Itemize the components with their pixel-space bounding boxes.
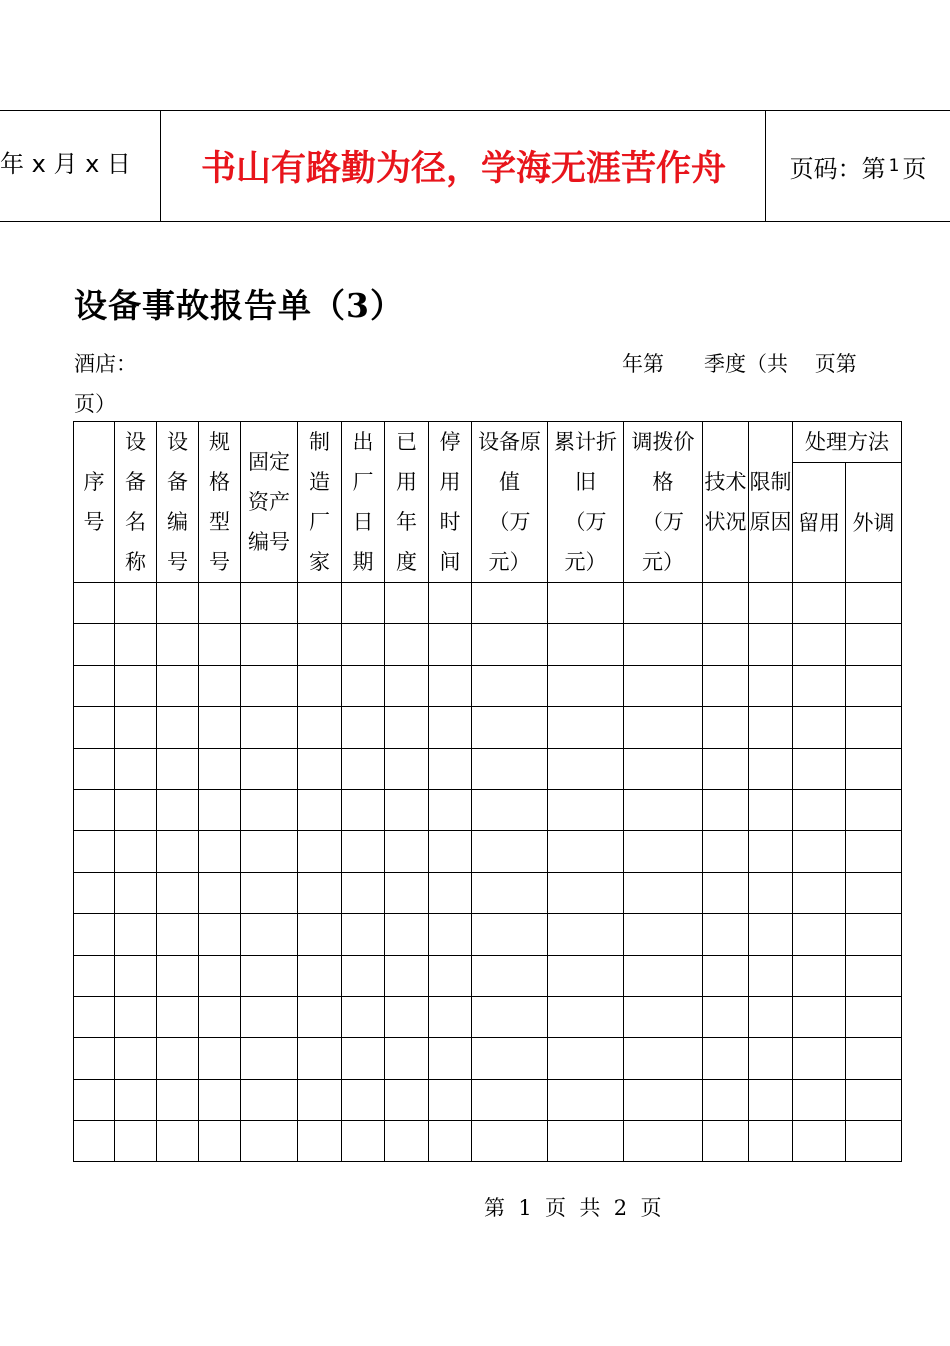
table-cell[interactable] <box>298 914 342 955</box>
table-cell[interactable] <box>624 872 703 913</box>
table-cell[interactable] <box>793 831 846 872</box>
table-cell[interactable] <box>548 665 624 706</box>
table-cell[interactable] <box>385 707 429 748</box>
table-cell[interactable] <box>157 665 199 706</box>
table-cell[interactable] <box>342 665 385 706</box>
table-cell[interactable] <box>115 665 157 706</box>
table-cell[interactable] <box>429 914 472 955</box>
table-cell[interactable] <box>749 789 793 830</box>
table-cell[interactable] <box>74 1079 115 1120</box>
table-cell[interactable] <box>624 624 703 665</box>
table-cell[interactable] <box>385 1121 429 1162</box>
table-cell[interactable] <box>199 1121 241 1162</box>
table-cell[interactable] <box>624 996 703 1037</box>
table-cell[interactable] <box>624 748 703 789</box>
table-cell[interactable] <box>703 831 749 872</box>
table-cell[interactable] <box>749 1121 793 1162</box>
table-cell[interactable] <box>429 872 472 913</box>
table-cell[interactable] <box>385 996 429 1037</box>
table-cell[interactable] <box>548 748 624 789</box>
table-cell[interactable] <box>199 583 241 624</box>
table-cell[interactable] <box>793 872 846 913</box>
table-cell[interactable] <box>703 583 749 624</box>
col-keep: 留用 <box>793 463 846 583</box>
table-cell[interactable] <box>429 996 472 1037</box>
table-cell[interactable] <box>342 996 385 1037</box>
table-cell[interactable] <box>703 789 749 830</box>
table-cell[interactable] <box>846 789 902 830</box>
table-cell[interactable] <box>342 748 385 789</box>
table-cell[interactable] <box>385 624 429 665</box>
col-tech-status: 技术 状况 <box>703 422 749 583</box>
col-factory-date: 出 厂 日 期 <box>342 422 385 583</box>
table-cell[interactable] <box>846 831 902 872</box>
col-equipment-code: 设 备 编 号 <box>157 422 199 583</box>
table-cell[interactable] <box>472 665 548 706</box>
col-equipment-name: 设 备 名 称 <box>115 422 157 583</box>
table-cell[interactable] <box>846 955 902 996</box>
table-cell[interactable] <box>115 789 157 830</box>
table-cell[interactable] <box>624 1038 703 1079</box>
table-cell[interactable] <box>199 789 241 830</box>
table-cell[interactable] <box>74 707 115 748</box>
table-cell[interactable] <box>548 1079 624 1120</box>
table-cell[interactable] <box>199 707 241 748</box>
table-row <box>74 831 902 872</box>
table-cell[interactable] <box>115 955 157 996</box>
table-cell[interactable] <box>385 748 429 789</box>
table-cell[interactable] <box>115 996 157 1037</box>
table-cell[interactable] <box>115 624 157 665</box>
table-cell[interactable] <box>298 1121 342 1162</box>
table-cell[interactable] <box>241 1121 298 1162</box>
header-banner <box>0 110 950 222</box>
table-cell[interactable] <box>793 1038 846 1079</box>
table-cell[interactable] <box>241 831 298 872</box>
table-row <box>74 624 902 665</box>
table-cell[interactable] <box>298 996 342 1037</box>
period-line-2: 页） <box>74 392 116 416</box>
col-original-value: 设备原 值 （万 元） <box>472 422 548 583</box>
table-cell[interactable] <box>548 996 624 1037</box>
table-cell[interactable] <box>749 707 793 748</box>
table-cell[interactable] <box>115 831 157 872</box>
table-cell[interactable] <box>548 955 624 996</box>
table-cell[interactable] <box>429 748 472 789</box>
table-cell[interactable] <box>793 583 846 624</box>
table-cell[interactable] <box>342 1121 385 1162</box>
page-label: 页码：第 <box>789 154 886 183</box>
table-cell[interactable] <box>846 583 902 624</box>
table-cell[interactable] <box>157 1038 199 1079</box>
table-cell[interactable] <box>241 748 298 789</box>
table-cell[interactable] <box>74 748 115 789</box>
form-title: 设备事故报告单（3） <box>74 286 404 325</box>
table-cell[interactable] <box>157 1079 199 1120</box>
table-cell[interactable] <box>385 789 429 830</box>
table-cell[interactable] <box>472 914 548 955</box>
table-cell[interactable] <box>298 665 342 706</box>
table-cell[interactable] <box>115 1121 157 1162</box>
table-cell[interactable] <box>199 1038 241 1079</box>
table-cell[interactable] <box>548 831 624 872</box>
col-spec: 规 格 型 号 <box>199 422 241 583</box>
table-cell[interactable] <box>472 872 548 913</box>
col-depreciation: 累计折 旧 （万 元） <box>548 422 624 583</box>
table-cell[interactable] <box>793 707 846 748</box>
table-cell[interactable] <box>749 748 793 789</box>
table-cell[interactable] <box>793 955 846 996</box>
col-stop-time: 停 用 时 间 <box>429 422 472 583</box>
table-cell[interactable] <box>749 831 793 872</box>
table-cell[interactable] <box>342 914 385 955</box>
table-cell[interactable] <box>298 748 342 789</box>
table-cell[interactable] <box>624 955 703 996</box>
table-cell[interactable] <box>793 1079 846 1120</box>
table-cell[interactable] <box>115 707 157 748</box>
table-cell[interactable] <box>298 624 342 665</box>
table-cell[interactable] <box>429 1038 472 1079</box>
page-suffix: 页 <box>902 154 927 183</box>
table-cell[interactable] <box>241 665 298 706</box>
table-cell[interactable] <box>548 914 624 955</box>
table-cell[interactable] <box>385 1079 429 1120</box>
col-handling-method: 处理方法 <box>793 422 902 463</box>
table-cell[interactable] <box>846 1038 902 1079</box>
table-row <box>74 707 902 748</box>
table-cell[interactable] <box>846 872 902 913</box>
table-cell[interactable] <box>241 872 298 913</box>
table-cell[interactable] <box>429 624 472 665</box>
table-cell[interactable] <box>342 831 385 872</box>
table-cell[interactable] <box>342 1079 385 1120</box>
table-cell[interactable] <box>385 872 429 913</box>
table-cell[interactable] <box>241 996 298 1037</box>
table-cell[interactable] <box>157 789 199 830</box>
report-table <box>73 421 902 1162</box>
table-cell[interactable] <box>703 1038 749 1079</box>
table-cell[interactable] <box>385 583 429 624</box>
table-cell[interactable] <box>846 624 902 665</box>
header-date: 年 x 月 x 日 <box>0 111 161 221</box>
table-cell[interactable] <box>793 665 846 706</box>
table-cell[interactable] <box>793 748 846 789</box>
table-cell[interactable] <box>199 914 241 955</box>
table-cell[interactable] <box>749 996 793 1037</box>
table-cell[interactable] <box>342 583 385 624</box>
table-cell[interactable] <box>624 914 703 955</box>
table-cell[interactable] <box>385 831 429 872</box>
table-cell[interactable] <box>703 914 749 955</box>
table-cell[interactable] <box>749 955 793 996</box>
table-cell[interactable] <box>157 872 199 913</box>
table-cell[interactable] <box>548 583 624 624</box>
table-cell[interactable] <box>74 1038 115 1079</box>
table-cell[interactable] <box>846 707 902 748</box>
table-cell[interactable] <box>624 789 703 830</box>
table-cell[interactable] <box>472 624 548 665</box>
table-cell[interactable] <box>199 624 241 665</box>
table-cell[interactable] <box>157 831 199 872</box>
table-cell[interactable] <box>624 1079 703 1120</box>
table-cell[interactable] <box>241 1079 298 1120</box>
table-cell[interactable] <box>385 914 429 955</box>
table-cell[interactable] <box>385 955 429 996</box>
table-cell[interactable] <box>429 583 472 624</box>
page-footer: 第 1 页 共 2 页 <box>484 1196 662 1220</box>
table-cell[interactable] <box>749 1038 793 1079</box>
table-cell[interactable] <box>342 624 385 665</box>
table-cell[interactable] <box>342 872 385 913</box>
table-cell[interactable] <box>199 665 241 706</box>
col-transfer-price: 调拨价 格 （万 元） <box>624 422 703 583</box>
table-cell[interactable] <box>548 789 624 830</box>
table-row <box>74 914 902 955</box>
table-cell[interactable] <box>846 665 902 706</box>
table-cell[interactable] <box>429 831 472 872</box>
table-cell[interactable] <box>115 748 157 789</box>
table-cell[interactable] <box>846 1079 902 1120</box>
table-cell[interactable] <box>241 583 298 624</box>
table-cell[interactable] <box>472 1121 548 1162</box>
period-line-1: 年第 季度（共 页第 <box>622 352 857 376</box>
table-cell[interactable] <box>548 1121 624 1162</box>
table-cell[interactable] <box>703 748 749 789</box>
table-cell[interactable] <box>472 789 548 830</box>
table-cell[interactable] <box>793 914 846 955</box>
table-cell[interactable] <box>241 789 298 830</box>
table-cell[interactable] <box>749 624 793 665</box>
table-cell[interactable] <box>472 955 548 996</box>
table-cell[interactable] <box>703 665 749 706</box>
table-cell[interactable] <box>703 1079 749 1120</box>
table-cell[interactable] <box>793 996 846 1037</box>
table-row <box>74 996 902 1037</box>
table-row <box>74 1121 902 1162</box>
table-cell[interactable] <box>157 583 199 624</box>
col-maker: 制 造 厂 家 <box>298 422 342 583</box>
table-cell[interactable] <box>793 789 846 830</box>
table-row <box>74 583 902 624</box>
table-cell[interactable] <box>624 1121 703 1162</box>
table-cell[interactable] <box>749 583 793 624</box>
table-cell[interactable] <box>115 1038 157 1079</box>
table-cell[interactable] <box>74 831 115 872</box>
table-cell[interactable] <box>157 1121 199 1162</box>
table-cell[interactable] <box>241 955 298 996</box>
table-cell[interactable] <box>703 624 749 665</box>
table-cell[interactable] <box>115 914 157 955</box>
table-cell[interactable] <box>624 583 703 624</box>
table-cell[interactable] <box>703 707 749 748</box>
col-limit-reason: 限制 原因 <box>749 422 793 583</box>
table-cell[interactable] <box>157 624 199 665</box>
table-row <box>74 955 902 996</box>
table-cell[interactable] <box>342 1038 385 1079</box>
table-cell[interactable] <box>749 1079 793 1120</box>
table-cell[interactable] <box>385 1038 429 1079</box>
table-cell[interactable] <box>624 707 703 748</box>
table-row <box>74 789 902 830</box>
table-cell[interactable] <box>472 1079 548 1120</box>
table-cell[interactable] <box>74 996 115 1037</box>
table-cell[interactable] <box>793 624 846 665</box>
table-cell[interactable] <box>199 996 241 1037</box>
table-cell[interactable] <box>846 748 902 789</box>
table-cell[interactable] <box>241 914 298 955</box>
table-cell[interactable] <box>429 1079 472 1120</box>
table-row <box>74 748 902 789</box>
table-cell[interactable] <box>703 872 749 913</box>
table-cell[interactable] <box>624 831 703 872</box>
table-cell[interactable] <box>846 914 902 955</box>
table-cell[interactable] <box>548 624 624 665</box>
table-cell[interactable] <box>429 789 472 830</box>
col-seq: 序 号 <box>74 422 115 583</box>
table-cell[interactable] <box>241 707 298 748</box>
table-cell[interactable] <box>548 872 624 913</box>
table-cell[interactable] <box>157 914 199 955</box>
table-cell[interactable] <box>749 665 793 706</box>
table-cell[interactable] <box>199 831 241 872</box>
col-asset-code: 固定 资产 编号 <box>241 422 298 583</box>
table-cell[interactable] <box>472 707 548 748</box>
table-cell[interactable] <box>157 996 199 1037</box>
table-cell[interactable] <box>157 707 199 748</box>
table-cell[interactable] <box>199 1079 241 1120</box>
hotel-label: 酒店： <box>74 352 137 376</box>
table-cell[interactable] <box>298 955 342 996</box>
table-cell[interactable] <box>846 1121 902 1162</box>
table-cell[interactable] <box>298 831 342 872</box>
header-page-number <box>766 111 950 221</box>
table-cell[interactable] <box>342 707 385 748</box>
page-num: 1 <box>888 156 900 176</box>
table-cell[interactable] <box>115 1079 157 1120</box>
table-cell[interactable] <box>793 1121 846 1162</box>
table-cell[interactable] <box>703 955 749 996</box>
table-cell[interactable] <box>298 583 342 624</box>
table-cell[interactable] <box>472 583 548 624</box>
col-used-years: 已 用 年 度 <box>385 422 429 583</box>
table-row <box>74 1079 902 1120</box>
table-cell[interactable] <box>703 1121 749 1162</box>
table-cell[interactable] <box>298 1079 342 1120</box>
table-cell[interactable] <box>429 955 472 996</box>
table-cell[interactable] <box>472 1038 548 1079</box>
table-cell[interactable] <box>429 1121 472 1162</box>
table-cell[interactable] <box>298 707 342 748</box>
table-row <box>74 872 902 913</box>
table-cell[interactable] <box>115 583 157 624</box>
table-cell[interactable] <box>157 748 199 789</box>
table-cell[interactable] <box>342 789 385 830</box>
table-cell[interactable] <box>115 872 157 913</box>
table-cell[interactable] <box>298 789 342 830</box>
table-cell[interactable] <box>548 1038 624 1079</box>
table-cell[interactable] <box>74 1121 115 1162</box>
table-cell[interactable] <box>385 665 429 706</box>
table-cell[interactable] <box>241 624 298 665</box>
table-cell[interactable] <box>298 872 342 913</box>
table-cell[interactable] <box>624 665 703 706</box>
table-cell[interactable] <box>703 996 749 1037</box>
table-cell[interactable] <box>74 955 115 996</box>
table-cell[interactable] <box>74 583 115 624</box>
table-cell[interactable] <box>74 665 115 706</box>
table-cell[interactable] <box>472 996 548 1037</box>
table-cell[interactable] <box>74 624 115 665</box>
table-cell[interactable] <box>749 872 793 913</box>
table-row <box>74 665 902 706</box>
table-cell[interactable] <box>241 1038 298 1079</box>
table-cell[interactable] <box>472 748 548 789</box>
header-motto: 书山有路勤为径，学海无涯苦作舟 <box>162 111 766 221</box>
table-cell[interactable] <box>74 872 115 913</box>
table-cell[interactable] <box>74 789 115 830</box>
table-cell[interactable] <box>846 996 902 1037</box>
table-cell[interactable] <box>199 748 241 789</box>
table-cell[interactable] <box>199 872 241 913</box>
table-cell[interactable] <box>429 665 472 706</box>
table-cell[interactable] <box>199 955 241 996</box>
table-cell[interactable] <box>74 914 115 955</box>
table-cell[interactable] <box>157 955 199 996</box>
table-cell[interactable] <box>429 707 472 748</box>
table-row <box>74 1038 902 1079</box>
col-transfer-out: 外调 <box>846 463 902 583</box>
table-cell[interactable] <box>548 707 624 748</box>
table-cell[interactable] <box>749 914 793 955</box>
table-cell[interactable] <box>342 955 385 996</box>
table-cell[interactable] <box>298 1038 342 1079</box>
table-cell[interactable] <box>472 831 548 872</box>
